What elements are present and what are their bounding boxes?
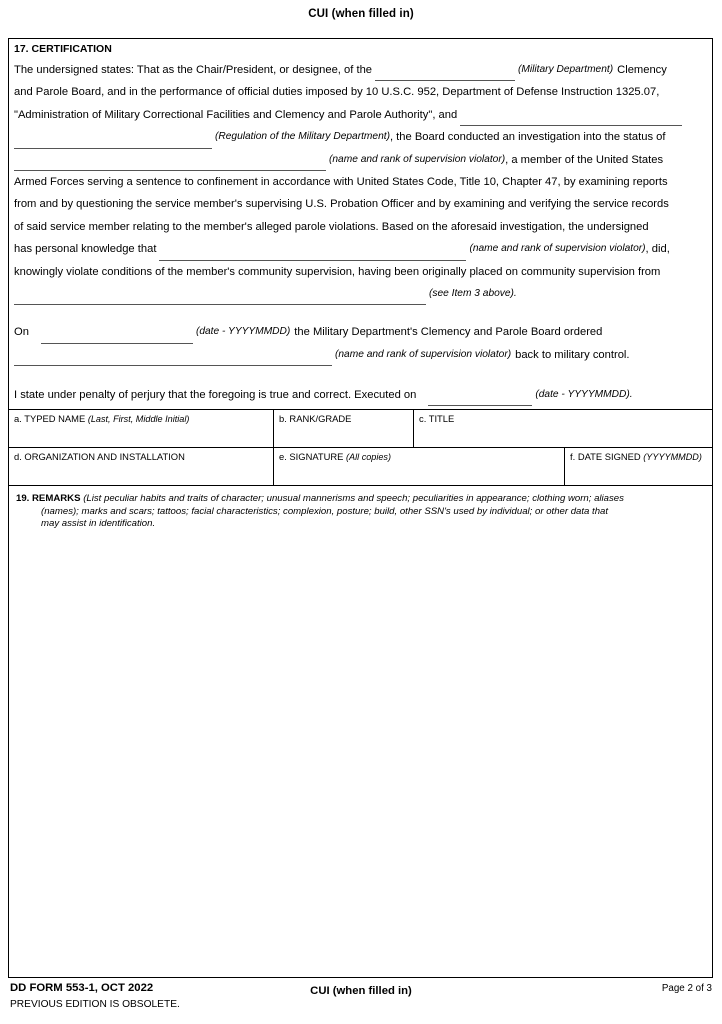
executed-date-blank[interactable] — [428, 390, 532, 406]
perjury-statement-block — [9, 366, 712, 406]
cert-line-1 — [14, 59, 707, 81]
cert-line-2 — [14, 81, 707, 103]
return-to-control-block — [9, 305, 712, 366]
date-signed-label: f. DATE SIGNED — [570, 451, 641, 462]
cert-line-9-tail: , did, — [645, 243, 670, 256]
on-date-italic: (date - YYYYMMDD) — [195, 326, 291, 338]
organization-installation-cell[interactable] — [9, 448, 274, 485]
signature-label: e. SIGNATURE — [279, 451, 344, 462]
remarks-instruction-line-1: (List peculiar habits and traits of character; unusual mannerisms and speech; peculiarities in appearance; clothing worn; aliases — [83, 493, 624, 504]
rank-grade-cell[interactable] — [274, 410, 414, 447]
perjury-text: I state under penalty of perjury that the foregoing is true and correct. Executed on — [14, 389, 417, 402]
form-identifier: DD FORM 553-1, OCT 2022 — [10, 982, 154, 994]
on-name-line — [14, 344, 707, 366]
cert-line-11 — [14, 283, 707, 305]
cert-line-7 — [14, 193, 707, 215]
cert-line-4 — [14, 126, 707, 148]
on-name-tail: back to military control. — [515, 348, 630, 361]
cert-line-10 — [14, 261, 707, 283]
cert-line-7-text: from and by questioning the service member's supervising U.S. Probation Officer and by examining and verifying the service records — [14, 198, 669, 211]
cert-line-9-text: has personal knowledge that — [14, 243, 157, 256]
cert-line-5-italic: (name and rank of supervision violator) — [329, 153, 506, 165]
on-date-line — [14, 321, 707, 343]
cui-footer-marking: CUI (when filled in) — [310, 985, 412, 997]
on-label: On — [14, 326, 29, 339]
violator-name-blank-1[interactable] — [14, 155, 326, 171]
date-signed-hint: (YYYYMMDD) — [643, 452, 702, 462]
cert-line-4-italic: (Regulation of the Military Department) — [215, 131, 390, 143]
regulation-blank-part2[interactable] — [14, 133, 212, 149]
cui-header-marking: CUI (when filled in) — [308, 8, 414, 20]
supervision-from-blank[interactable] — [14, 289, 426, 305]
signature-hint: (All copies) — [346, 452, 392, 462]
cert-line-3 — [14, 104, 707, 126]
title-label: c. TITLE — [419, 413, 455, 424]
title-cell[interactable] — [414, 410, 712, 447]
on-date-tail: the Military Department's Clemency and Parole Board ordered — [294, 326, 603, 339]
cert-line-9 — [14, 238, 707, 260]
certification-form-box — [8, 38, 713, 978]
remarks-instruction-line-3: may assist in identification. — [41, 518, 156, 530]
typed-name-cell[interactable] — [9, 410, 274, 447]
cert-line-2-text: and Parole Board, and in the performance of official duties imposed by 10 U.S.C. 952, Department of Defense Instruction 1325.07, — [14, 86, 660, 99]
typed-name-label: a. TYPED NAME — [14, 413, 86, 424]
cert-line-3-text: "Administration of Military Correctional Facilities and Clemency and Parole Authority", and — [14, 108, 458, 121]
cert-line-5-tail: , a member of the United States — [505, 153, 664, 166]
on-name-italic: (name and rank of supervision violator) — [335, 348, 512, 360]
previous-edition-note: PREVIOUS EDITION IS OBSOLETE. — [10, 999, 180, 1010]
cert-line-5 — [14, 149, 707, 171]
cert-line-1-tail: Clemency — [617, 63, 667, 76]
table-row — [9, 410, 712, 448]
violator-name-blank-3[interactable] — [14, 350, 332, 366]
page-number: Page 2 of 3 — [661, 983, 712, 994]
order-date-blank[interactable] — [41, 328, 193, 344]
certification-paragraph — [9, 56, 712, 305]
cert-line-9-italic: (name and rank of supervision violator) — [469, 243, 646, 255]
regulation-blank-part1[interactable] — [460, 110, 682, 126]
signature-cell[interactable] — [274, 448, 565, 485]
cert-line-10-text: knowingly violate conditions of the member's community supervision, having been originally placed on community supervision from — [14, 265, 661, 278]
rank-grade-label: b. RANK/GRADE — [279, 413, 352, 424]
remarks-section[interactable] — [9, 487, 712, 531]
cert-line-6-text: Armed Forces serving a sentence to confinement in accordance with United States Code, Title 10, Chapter 47, by examining reports — [14, 175, 668, 188]
cert-line-1-italic: (Military Department) — [518, 63, 614, 75]
cert-line-11-italic: (see Item 3 above). — [429, 287, 517, 299]
signature-block-table — [9, 409, 712, 486]
table-row — [9, 448, 712, 486]
remarks-instruction-line-2: (names); marks and scars; tattoos; facial characteristics; complexion, posture; build, other SSN's used by individual; or other data that — [41, 505, 609, 517]
section-17-title: 17. CERTIFICATION — [14, 43, 112, 55]
military-department-blank[interactable] — [375, 65, 515, 81]
cert-line-8-text: of said service member relating to the member's alleged parole violations. Based on the aforesaid investigation, the undersigned — [14, 220, 649, 233]
cert-line-6 — [14, 171, 707, 193]
date-signed-cell[interactable] — [565, 448, 712, 485]
cert-line-1-text: The undersigned states: That as the Chair/President, or designee, of the — [14, 63, 373, 76]
organization-label: d. ORGANIZATION AND INSTALLATION — [14, 451, 185, 462]
perjury-line — [14, 384, 707, 406]
page-footer — [0, 982, 722, 1024]
violator-name-blank-2[interactable] — [159, 245, 466, 261]
cert-line-8 — [14, 216, 707, 238]
typed-name-hint: (Last, First, Middle Initial) — [87, 414, 190, 424]
cert-line-4-tail: , the Board conducted an investigation into the status of — [389, 131, 666, 144]
perjury-date-italic: (date - YYYYMMDD). — [535, 389, 633, 401]
remarks-header: 19. REMARKS — [16, 493, 81, 504]
